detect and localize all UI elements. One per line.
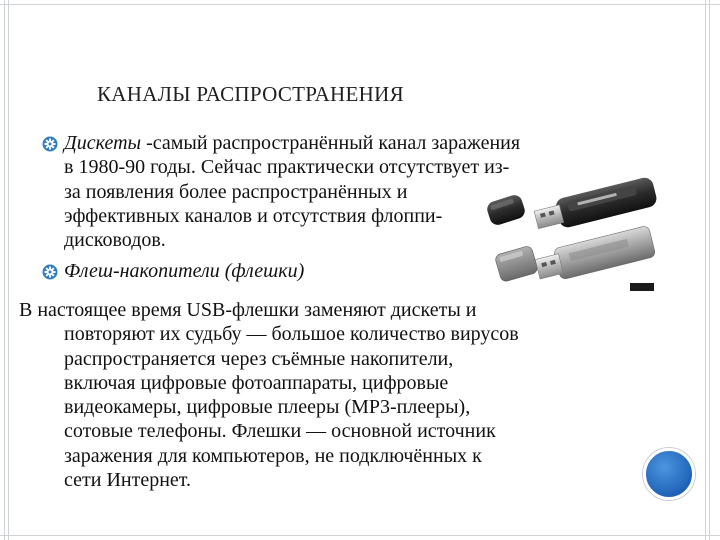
blue-circle-ornament: [643, 448, 695, 500]
bullet-diskettes-text: -самый распространённый канал заражения: [141, 132, 521, 154]
paragraph-line-1: В настоящее время USB-флешки заменяют дискеты и: [19, 299, 477, 321]
frame-line-right: [705, 0, 706, 540]
paragraph-line-7: заражения для компьютеров, не подключённых к: [64, 444, 482, 467]
black-drive: [533, 176, 659, 235]
silver-drive: [534, 225, 656, 285]
bullet-diskettes: [64, 131, 520, 252]
paragraph-line-8: сети Интернет.: [64, 469, 192, 492]
paragraph-line-4: включая цифровые фотоаппараты, цифровые: [64, 371, 449, 394]
slide-title: КАНАЛЫ РАСПРОСТРАНЕНИЯ: [97, 82, 404, 106]
bullet-diskettes-term: Дискеты: [64, 132, 142, 154]
black-cap: [486, 193, 527, 227]
paragraph-line-3: распространяется через съёмные накопители,: [64, 347, 454, 370]
paragraph-line-5: видеокамеры, цифровые плееры (MP3-плееры),: [64, 396, 471, 419]
gear-bullet-icon: [42, 136, 58, 152]
frame-line-right-inner: [709, 0, 710, 540]
usb-flash-drives-image: [486, 168, 661, 298]
bullet-diskettes-line-1: [64, 131, 520, 155]
bullet-diskettes-line-5: дисководов.: [64, 229, 166, 252]
bullet-flash-drives: [64, 259, 304, 283]
frame-line-left-inner: [8, 0, 9, 540]
bullet-flash-drives-term: Флеш-накопители (флешки): [64, 260, 305, 282]
gray-cap: [494, 245, 538, 282]
gear-bullet-icon: [42, 264, 58, 280]
paragraph-line-2: повторяют их судьбу — большое количество вирусов: [64, 323, 519, 346]
paragraph-usb: [19, 298, 519, 492]
paragraph-line-6: сотовые телефоны. Флешки — основной источник: [64, 420, 496, 443]
frame-line-bottom: [0, 535, 720, 536]
frame-line-left: [4, 0, 5, 540]
brand-logo-mark: [630, 283, 654, 291]
frame-line-top: [0, 4, 720, 5]
bullet-diskettes-line-4: эффективных каналов и отсутствия флоппи-: [64, 204, 443, 227]
bullet-diskettes-line-3: за появления более распространённых и: [64, 180, 408, 203]
bullet-diskettes-line-2: в 1980-90 годы. Сейчас практически отсутствует из-: [64, 156, 510, 179]
